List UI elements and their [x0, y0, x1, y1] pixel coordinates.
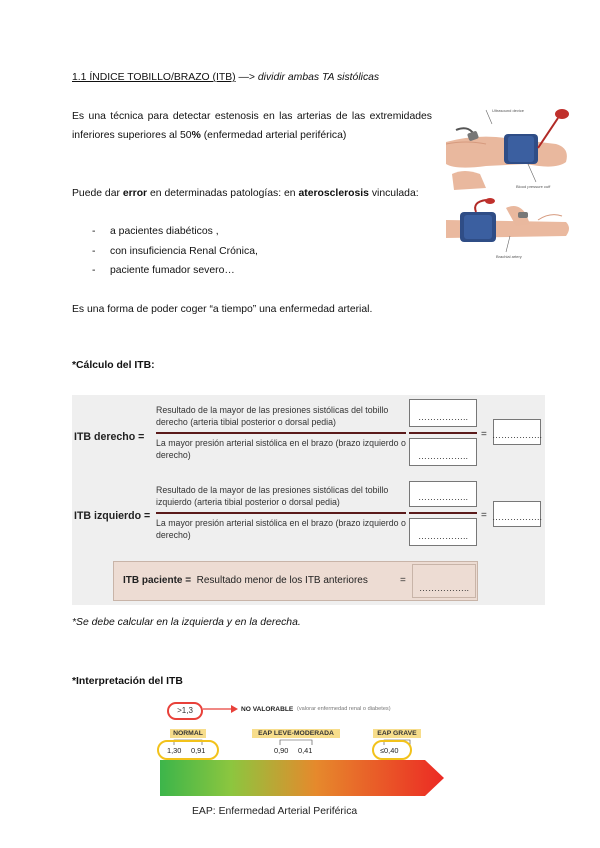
- normal-lower-value: 0,91: [191, 746, 206, 755]
- itb-left-numerator: Resultado de la mayor de las presiones sistólicas del tobillo izquierdo (arteria tibial posterior o dorsal pedia): [156, 485, 389, 507]
- calculation-note: *Se debe calcular en la izquierda y en la derecha.: [72, 617, 301, 628]
- itb-right-numerator: Resultado de la mayor de las presiones sistólicas del tobillo derecho (arteria tibial posterior o dorsal pedia): [156, 405, 389, 427]
- heading-title: 1.1 ÍNDICE TOBILLO/BRAZO (ITB): [72, 72, 236, 83]
- itb-patient-box: [113, 561, 478, 601]
- itb-left-fraction-line: [156, 512, 406, 514]
- equals-sign: =: [481, 510, 487, 521]
- left-ankle-pressure-field[interactable]: ……………..: [409, 481, 477, 507]
- calculation-title: *Cálculo del ITB:: [72, 360, 155, 371]
- arm-doppler-illustration: [446, 198, 570, 266]
- itb-left-denominator: La mayor presión arterial sistólica en el brazo (brazo izquierdo o derecho): [156, 518, 406, 540]
- error-bold-1: error: [122, 188, 148, 199]
- itb-right-denominator: La mayor presión arterial sistólica en el brazo (brazo izquierdo o derecho): [156, 438, 406, 460]
- list-item: - con insuficiencia Renal Crónica,: [92, 242, 258, 262]
- image1-label-top: Ultrasound device: [492, 108, 525, 113]
- itb-left-result-field[interactable]: ……………..: [493, 501, 541, 527]
- arrow-icon: [203, 704, 239, 714]
- itb-right-result-field[interactable]: ……………..: [493, 419, 541, 445]
- eap-severe-label: EAP GRAVE: [373, 729, 421, 738]
- eap-mild-moderate-label: EAP LEVE-MODERADA: [252, 729, 340, 738]
- right-box-fraction-line: [409, 432, 477, 434]
- intro-paragraph: [72, 108, 432, 145]
- severity-gradient-arrow: [160, 760, 445, 796]
- no-valorable-label: NO VALORABLE: [241, 706, 294, 713]
- no-valorable-value: >1,3: [167, 702, 203, 720]
- section-heading: [72, 72, 379, 83]
- conditions-list: [92, 222, 258, 281]
- itb-patient-result-field[interactable]: ……………..: [412, 564, 476, 598]
- list-item: - paciente fumador severo…: [92, 261, 258, 281]
- itb-patient-label: [123, 575, 368, 586]
- image2-label: Brachial artery: [496, 254, 522, 259]
- intro-text: Es una técnica para detectar estenosis en las arterias de las extremidades inferiores superiores al 50: [72, 111, 432, 141]
- left-arm-pressure-field[interactable]: ……………..: [409, 518, 477, 546]
- itb-patient-title: ITB paciente =: [123, 575, 192, 586]
- mild-upper-value: 0,90: [274, 746, 289, 755]
- itb-interpretation-scale: [160, 698, 445, 798]
- error-text-1: Puede dar: [72, 188, 123, 199]
- intro-text-end: (enfermedad arterial periférica): [200, 129, 347, 141]
- heading-note: dividir ambas TA sistólicas: [257, 72, 380, 83]
- itb-patient-rule: Resultado menor de los ITB anteriores: [196, 575, 368, 586]
- ankle-doppler-illustration: [446, 104, 570, 194]
- closing-paragraph: Es una forma de poder coger “a tiempo” una enfermedad arterial.: [72, 304, 373, 315]
- no-valorable-note: (valorar enfermedad renal o diabetes): [297, 706, 391, 712]
- mild-lower-value: 0,41: [298, 746, 313, 755]
- itb-right-label: ITB derecho =: [74, 431, 145, 443]
- itb-right-fraction-line: [156, 432, 406, 434]
- severe-value: ≤0,40: [380, 746, 399, 755]
- error-text-3: vinculada:: [368, 188, 419, 199]
- list-item: - a pacientes diabéticos ,: [92, 222, 258, 242]
- normal-label: NORMAL: [170, 729, 206, 738]
- error-bold-2: aterosclerosis: [298, 188, 369, 199]
- equals-sign: =: [400, 575, 406, 586]
- normal-upper-value: 1,30: [167, 746, 182, 755]
- right-ankle-pressure-field[interactable]: ……………..: [409, 399, 477, 427]
- eap-caption: EAP: Enfermedad Arterial Periférica: [192, 806, 358, 817]
- heading-arrow: —>: [238, 72, 255, 83]
- right-arm-pressure-field[interactable]: ……………..: [409, 438, 477, 466]
- itb-left-label: ITB izquierdo =: [74, 510, 151, 522]
- equals-sign: =: [481, 429, 487, 440]
- intro-bold: %: [191, 129, 201, 141]
- formula-panel: [72, 395, 545, 605]
- left-box-fraction-line: [409, 512, 477, 514]
- interpretation-title: *Interpretación del ITB: [72, 676, 183, 687]
- error-paragraph: [72, 185, 432, 204]
- error-text-2: en determinadas patologías: en: [147, 188, 299, 199]
- image1-label-bottom: Blood pressure cuff: [516, 184, 551, 189]
